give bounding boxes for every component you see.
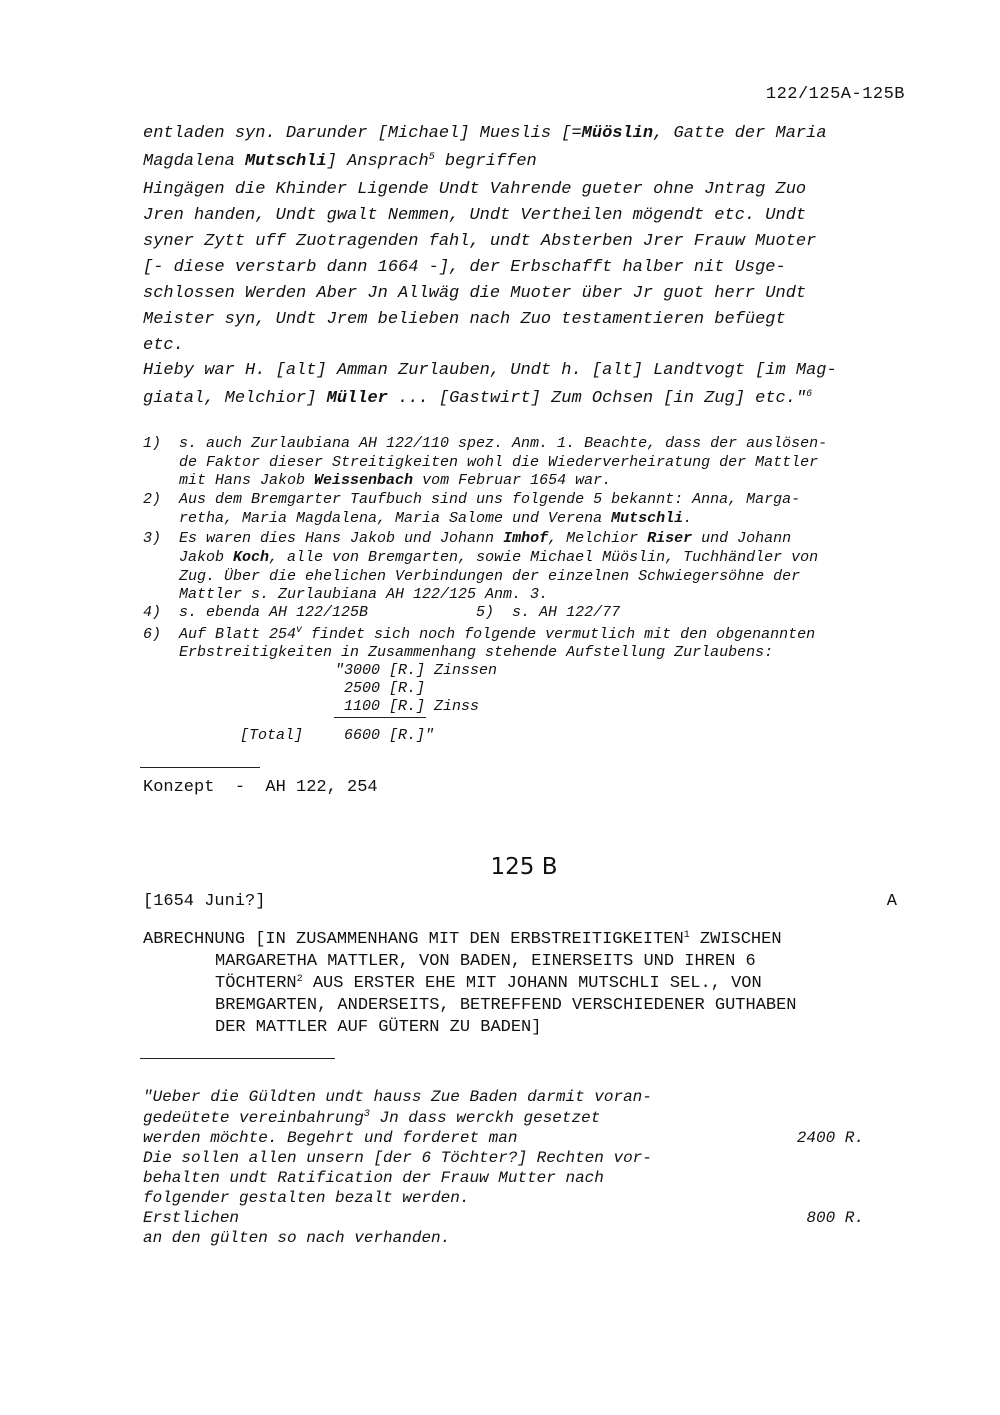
footnote-text: Erbstreitigkeiten in Zusammenhang stehende Aufstellung Zurlaubens:	[179, 644, 774, 661]
footnote-number: 2)	[143, 491, 162, 508]
heading-line: MARGARETHA MATTLER, VON BADEN, EINERSEITS UND IHREN 6	[215, 952, 756, 971]
transcription-line: "Ueber die Güldten undt hauss Zue Baden darmit voran-	[143, 1088, 652, 1106]
heading-line: ABRECHNUNG [IN ZUSAMMENHANG MIT DEN ERBSTREITIGKEITEN$^1$ ZWISCHEN	[143, 930, 782, 949]
footnote-text: Mattler s. Zurlaubiana AH 122/125 Anm. 3.	[179, 586, 549, 603]
transcription-line: werden möchte. Begehrt und forderet man	[143, 1129, 518, 1147]
footnote-number: 3)	[143, 530, 162, 547]
bold-name: Müller	[326, 389, 388, 408]
text-line: Meister syn, Undt Jrem belieben nach Zuo testamentieren befüegt	[143, 310, 786, 329]
footnote-number: 4)	[143, 604, 162, 621]
bold-name: Müöslin	[581, 124, 654, 143]
text-line: Hieby war H. [alt] Amman Zurlauben, Undt h. [alt] Landtvogt [im Mag-	[143, 361, 837, 380]
footnote-text: s. auch Zurlaubiana AH 122/110 spez. Anm. 1. Beachte, dass der auslösen-	[179, 435, 828, 452]
heading-line: TÖCHTERN$^2$ AUS ERSTER EHE MIT JOHANN MUTSCHLI SEL., VON	[215, 974, 762, 993]
transcription-line: Die sollen allen unsern [der 6 Töchter?] Rechten vor-	[143, 1149, 652, 1167]
footnote-text: retha, Maria Magdalena, Maria Salome und Verena Mutschli.	[179, 510, 693, 527]
footnote-text: Jakob Koch, alle von Bremgarten, sowie Michael Müöslin, Tuchhändler von	[179, 549, 819, 566]
footnote-line	[143, 435, 828, 452]
calculation-line: "3000 [R.] Zinssen	[335, 662, 498, 679]
transcription-line: Erstlichen	[143, 1209, 240, 1227]
bold-name: Weissenbach	[314, 472, 414, 489]
text-line: etc.	[143, 336, 184, 355]
text-line: Magdalena Mutschli] Ansprach$^5$ begriffen	[143, 152, 537, 171]
total-label: [Total]	[240, 727, 304, 744]
text-line: Jren handen, Undt gwalt Nemmen, Undt Vertheilen mögendt etc. Undt	[143, 206, 807, 225]
page-number: 122/125A-125B	[765, 85, 905, 104]
footnote-marker: 6	[806, 389, 813, 400]
footnote-line	[143, 625, 816, 643]
transcription-line: an den gülten so nach verhanden.	[143, 1229, 451, 1247]
document-type: A	[886, 892, 897, 911]
sum-rule	[334, 717, 426, 718]
footnote-text: Zug. Über die ehelichen Verbindungen der einzelnen Schwiegersöhne der	[179, 568, 801, 585]
footnote-text: Auf Blatt 254$^v$ findet sich noch folgende vermutlich mit den obgenannten	[179, 625, 816, 643]
footnote-text: Aus dem Bremgarter Taufbuch sind uns folgende 5 bekannt: Anna, Marga-	[179, 491, 801, 508]
footnote-marker: v	[296, 625, 303, 636]
footnote-marker: 3	[363, 1109, 370, 1120]
footnote-marker: 1	[683, 930, 690, 941]
footnote-marker: 2	[296, 974, 303, 985]
transcription-line: gedeütete vereinbahrung$^3$ Jn dass werckh gesetzet	[143, 1109, 601, 1127]
heading-line: BREMGARTEN, ANDERSEITS, BETREFFEND VERSCHIEDENER GUTHABEN	[215, 996, 797, 1015]
document-number: 125 B	[490, 854, 558, 880]
amount: 2400 R.	[796, 1129, 864, 1147]
text-line: entladen syn. Darunder [Michael] Mueslis [=Müöslin, Gatte der Maria	[143, 124, 827, 143]
footnote-line	[143, 604, 621, 621]
source-reference: Konzept - AH 122, 254	[143, 778, 378, 797]
footnote-marker: 5	[428, 152, 435, 163]
heading-divider	[140, 1058, 335, 1059]
heading-line: DER MATTLER AUF GÜTERN ZU BADEN]	[215, 1018, 542, 1037]
footnote-text: s. ebenda AH 122/125B 5) s. AH 122/77	[179, 604, 621, 621]
text-line: schlossen Werden Aber Jn Allwäg die Muoter über Jr guot herr Undt	[143, 284, 807, 303]
text-line: giatal, Melchior] Müller ... [Gastwirt] Zum Ochsen [in Zug] etc."$^6$	[143, 389, 813, 408]
footnote-number: 6)	[143, 626, 162, 643]
bold-name: Mutschli	[611, 510, 684, 527]
transcription-line: behalten undt Ratification der Frauw Mutter nach	[143, 1169, 604, 1187]
text-line: Hingägen die Khinder Ligende Undt Vahrende gueter ohne Jntrag Zuo	[143, 180, 807, 199]
text-line: syner Zytt uff Zuotragenden fahl, undt Absterben Jrer Frauw Muoter	[143, 232, 817, 251]
calculation-line: 2500 [R.]	[335, 680, 426, 697]
document-date: [1654 Juni?]	[143, 892, 266, 911]
bold-name: Riser	[647, 530, 693, 547]
footnote-text: mit Hans Jakob Weissenbach vom Februar 1654 war.	[179, 472, 612, 489]
footnote-line	[143, 491, 801, 508]
bold-name: Mutschli	[245, 152, 327, 171]
text-line: [- diese verstarb dann 1664 -], der Erbschafft halber nit Usge-	[143, 258, 786, 277]
footnote-line	[143, 530, 792, 547]
calculation-line: 1100 [R.] Zinss	[335, 698, 480, 715]
footnote-text: de Faktor dieser Streitigkeiten wohl die Wiederverheiratung der Mattler	[179, 454, 819, 471]
transcription-line: folgender gestalten bezalt werden.	[143, 1189, 470, 1207]
total-value: 6600 [R.]"	[344, 727, 435, 744]
amount: 800 R.	[806, 1209, 864, 1227]
footnote-text: Es waren dies Hans Jakob und Johann Imhof, Melchior Riser und Johann	[179, 530, 792, 547]
footnote-number: 1)	[143, 435, 162, 452]
bold-name: Imhof	[503, 530, 549, 547]
section-divider	[140, 767, 260, 768]
bold-name: Koch	[233, 549, 270, 566]
